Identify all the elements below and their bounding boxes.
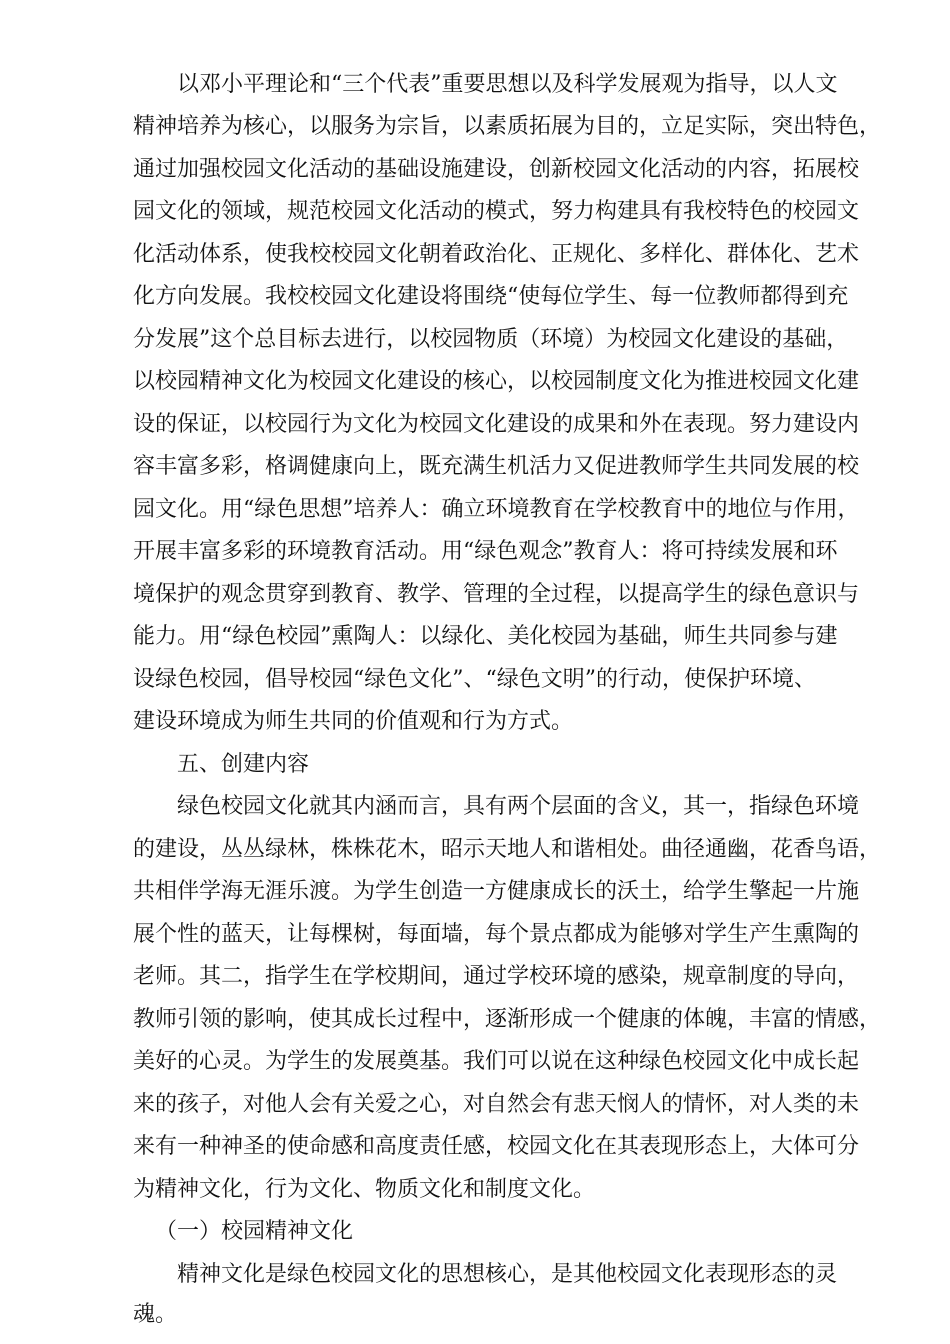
text-line: 设绿色校园，倡导校园“绿色文化”、“绿色文明”的行动，使保护环境、: [133, 667, 816, 692]
text-line: 来有一种神圣的使命感和高度责任感，校园文化在其表现形态上，大体可分: [133, 1134, 860, 1159]
text-line: 共相伴学海无涯乐渡。为学生创造一方健康成长的沃土，给学生擎起一片施: [133, 879, 860, 904]
section-heading: 五、创建内容: [177, 752, 310, 777]
text-line: 的建设，丛丛绿林，株株花木，昭示天地人和谐相处。曲径通幽，花香鸟语，: [133, 837, 882, 862]
text-line: 老师。其二，指学生在学校期间，通过学校环境的感染，规章制度的导向，: [133, 964, 860, 989]
text-line: 为精神文化，行为文化、物质文化和制度文化。: [133, 1177, 596, 1202]
text-line: 设的保证，以校园行为文化为校园文化建设的成果和外在表现。努力建设内: [133, 412, 860, 437]
text-line: 建设环境成为师生共同的价值观和行为方式。: [133, 709, 574, 734]
text-line: 园文化的领域，规范校园文化活动的模式，努力构建具有我校特色的校园文: [133, 199, 860, 224]
text-line: 容丰富多彩，格调健康向上，既充满生机活力又促进教师学生共同发展的校: [133, 454, 860, 479]
text-line: 教师引领的影响，使其成长过程中，逐渐形成一个健康的体魄，丰富的情感，: [133, 1007, 882, 1032]
text-line: 精神文化是绿色校园文化的思想核心，是其他校园文化表现形态的灵: [177, 1262, 838, 1287]
text-line: 美好的心灵。为学生的发展奠基。我们可以说在这种绿色校园文化中成长起: [133, 1049, 860, 1074]
text-line: 能力。用“绿色校园”熏陶人：以绿化、美化校园为基础，师生共同参与建: [133, 624, 838, 649]
text-line: 开展丰富多彩的环境教育活动。用“绿色观念”教育人：将可持续发展和环: [133, 539, 838, 564]
text-line: 以邓小平理论和“三个代表”重要思想以及科学发展观为指导，以人文: [177, 72, 838, 97]
text-line: 化活动体系，使我校校园文化朝着政治化、正规化、多样化、群体化、艺术: [133, 242, 860, 267]
text-line: 境保护的观念贯穿到教育、教学、管理的全过程，以提高学生的绿色意识与: [133, 582, 860, 607]
subsection-heading: （一）校园精神文化: [155, 1219, 354, 1244]
text-line: 化方向发展。我校校园文化建设将围绕“使每位学生、每一位教师都得到充: [133, 284, 849, 309]
text-line: 园文化。用“绿色思想”培养人：确立环境教育在学校教育中的地位与作用，: [133, 497, 860, 522]
text-line: 魂。: [133, 1302, 178, 1327]
text-line: 以校园精神文化为校园文化建设的核心，以校园制度文化为推进校园文化建: [133, 369, 860, 394]
text-line: 通过加强校园文化活动的基础设施建设，创新校园文化活动的内容，拓展校: [133, 157, 860, 182]
text-line: 精神培养为核心，以服务为宗旨，以素质拓展为目的，立足实际，突出特色，: [133, 114, 882, 139]
text-line: 分发展”这个总目标去进行，以校园物质（环境）为校园文化建设的基础，: [133, 327, 849, 352]
text-line: 展个性的蓝天，让每棵树，每面墙，每个景点都成为能够对学生产生熏陶的: [133, 922, 860, 947]
text-line: 绿色校园文化就其内涵而言，具有两个层面的含义，其一，指绿色环境: [177, 794, 860, 819]
text-line: 来的孩子，对他人会有关爱之心，对自然会有悲天悯人的情怀，对人类的未: [133, 1092, 860, 1117]
